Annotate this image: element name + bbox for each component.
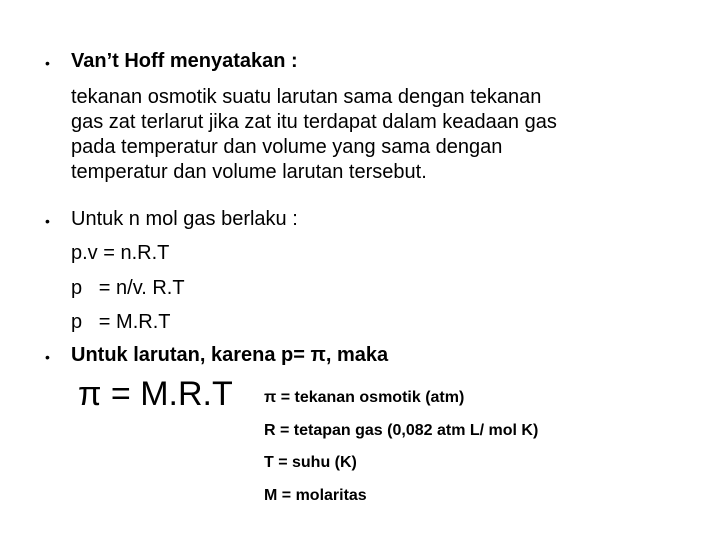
legend-pi: π = tekanan osmotik (atm) <box>264 389 465 406</box>
osmotic-pressure-formula: π = M.R.T <box>78 375 233 413</box>
gas-formula-3: p = M.R.T <box>71 311 171 333</box>
bullet-symbol: • <box>45 55 50 71</box>
paragraph-line: temperatur dan volume larutan tersebut. <box>71 161 427 183</box>
bullet-symbol: • <box>45 349 50 365</box>
paragraph-line: gas zat terlarut jika zat itu terdapat dalam keadaan gas <box>71 111 557 133</box>
bullet-2-title: Untuk n mol gas berlaku : <box>71 208 298 230</box>
legend-r: R = tetapan gas (0,082 atm L/ mol K) <box>264 422 539 439</box>
bullet-3-title: Untuk larutan, karena p= π, maka <box>71 344 389 366</box>
bullet-symbol: • <box>45 213 50 229</box>
paragraph-line: pada temperatur dan volume yang sama dengan <box>71 136 503 158</box>
gas-formula-2: p = n/v. R.T <box>71 277 185 299</box>
legend-t: T = suhu (K) <box>264 454 357 471</box>
bullet-1-title: Van’t Hoff menyatakan : <box>71 50 298 72</box>
gas-formula-1: p.v = n.R.T <box>71 242 170 264</box>
bullet-1-paragraph <box>71 85 557 185</box>
paragraph-line: tekanan osmotik suatu larutan sama dengan tekanan <box>71 86 542 108</box>
legend-m: M = molaritas <box>264 487 367 504</box>
